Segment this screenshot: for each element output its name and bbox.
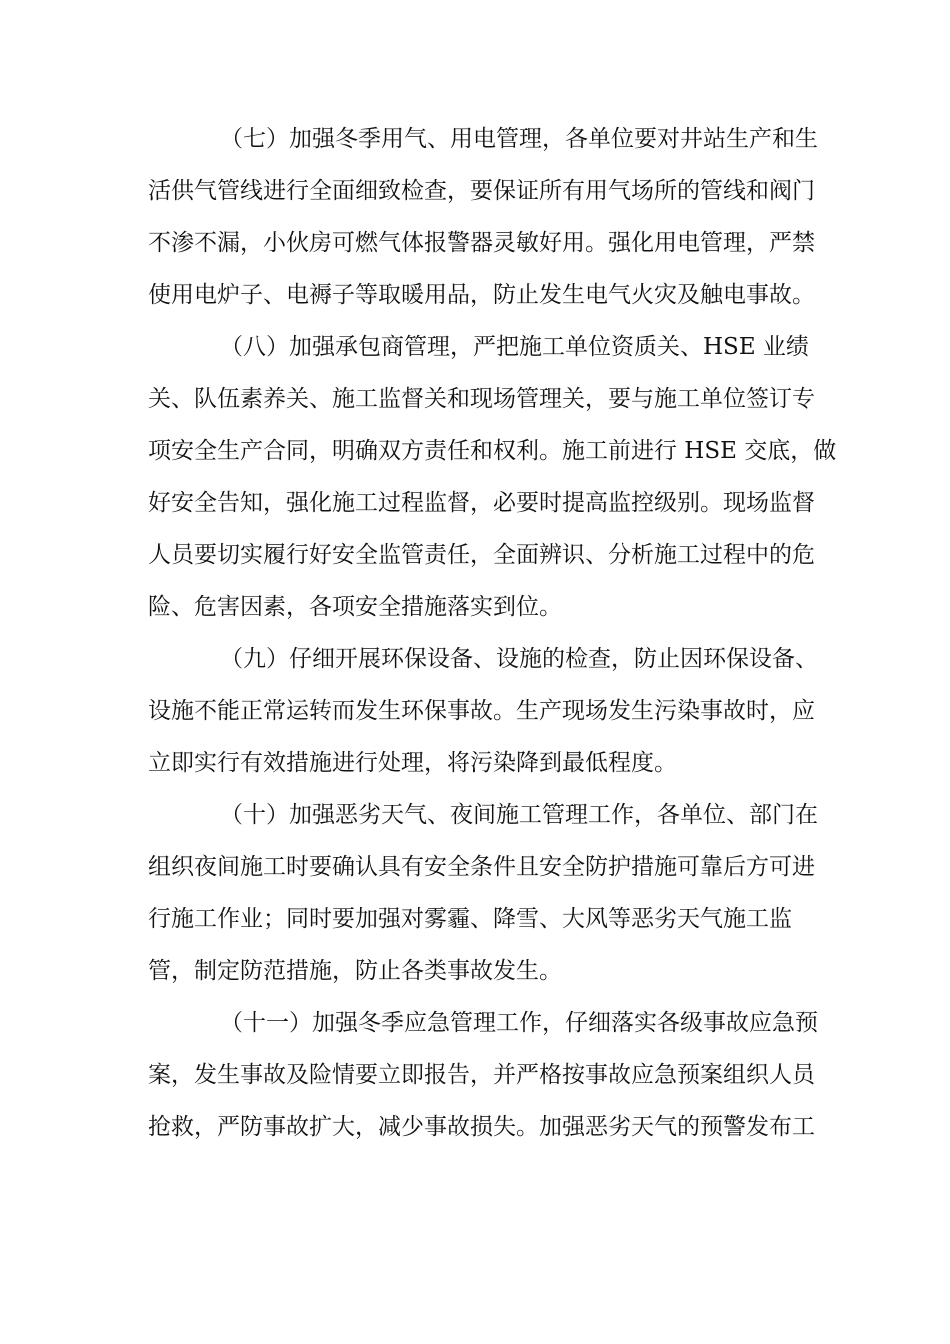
text-line: 好安全告知，强化施工过程监督，必要时提高监控级别。现场监督 xyxy=(148,490,815,516)
document-body xyxy=(148,113,837,1153)
paragraph-7 xyxy=(148,113,818,321)
text-line: 组织夜间施工时要确认具有安全条件且安全防护措施可靠后方可进 xyxy=(148,854,815,880)
text-line: （八）加强承包商管理，严把施工单位资质关、HSE 业绩 xyxy=(220,334,809,360)
text-line: （十一）加强冬季应急管理工作，仔细落实各级事故应急预 xyxy=(220,1010,818,1036)
text-line: （九）仔细开展环保设备、设施的检查，防止因环保设备、 xyxy=(220,646,818,672)
text-line: 活供气管线进行全面细致检查，要保证所有用气场所的管线和阀门 xyxy=(148,178,815,204)
text-line: 行施工作业；同时要加强对雾霾、降雪、大风等恶劣天气施工监 xyxy=(148,906,792,932)
text-line: （七）加强冬季用气、用电管理，各单位要对井站生产和生 xyxy=(220,126,818,152)
text-line: 使用电炉子、电褥子等取暖用品，防止发生电气火灾及触电事故。 xyxy=(148,282,815,308)
paragraph-10 xyxy=(148,789,818,997)
text-line: 险、危害因素，各项安全措施落实到位。 xyxy=(148,594,562,620)
text-line: （十）加强恶劣天气、夜间施工管理工作，各单位、部门在 xyxy=(220,802,818,828)
text-line: 管，制定防范措施，防止各类事故发生。 xyxy=(148,958,562,984)
text-line: 立即实行有效措施进行处理，将污染降到最低程度。 xyxy=(148,750,677,776)
paragraph-9 xyxy=(148,633,818,789)
paragraph-11 xyxy=(148,997,818,1153)
paragraph-8 xyxy=(148,321,837,633)
text-line: 设施不能正常运转而发生环保事故。生产现场发生污染事故时，应 xyxy=(148,698,815,724)
text-line: 案，发生事故及险情要立即报告，并严格按事故应急预案组织人员 xyxy=(148,1062,815,1088)
text-line: 不渗不漏，小伙房可燃气体报警器灵敏好用。强化用电管理，严禁 xyxy=(148,230,815,256)
text-line: 人员要切实履行好安全监管责任，全面辨识、分析施工过程中的危 xyxy=(148,542,815,568)
text-line: 项安全生产合同，明确双方责任和权利。施工前进行 HSE 交底，做 xyxy=(148,438,837,464)
text-line: 抢救，严防事故扩大，减少事故损失。加强恶劣天气的预警发布工 xyxy=(148,1114,815,1140)
text-line: 关、队伍素养关、施工监督关和现场管理关，要与施工单位签订专 xyxy=(148,386,815,412)
